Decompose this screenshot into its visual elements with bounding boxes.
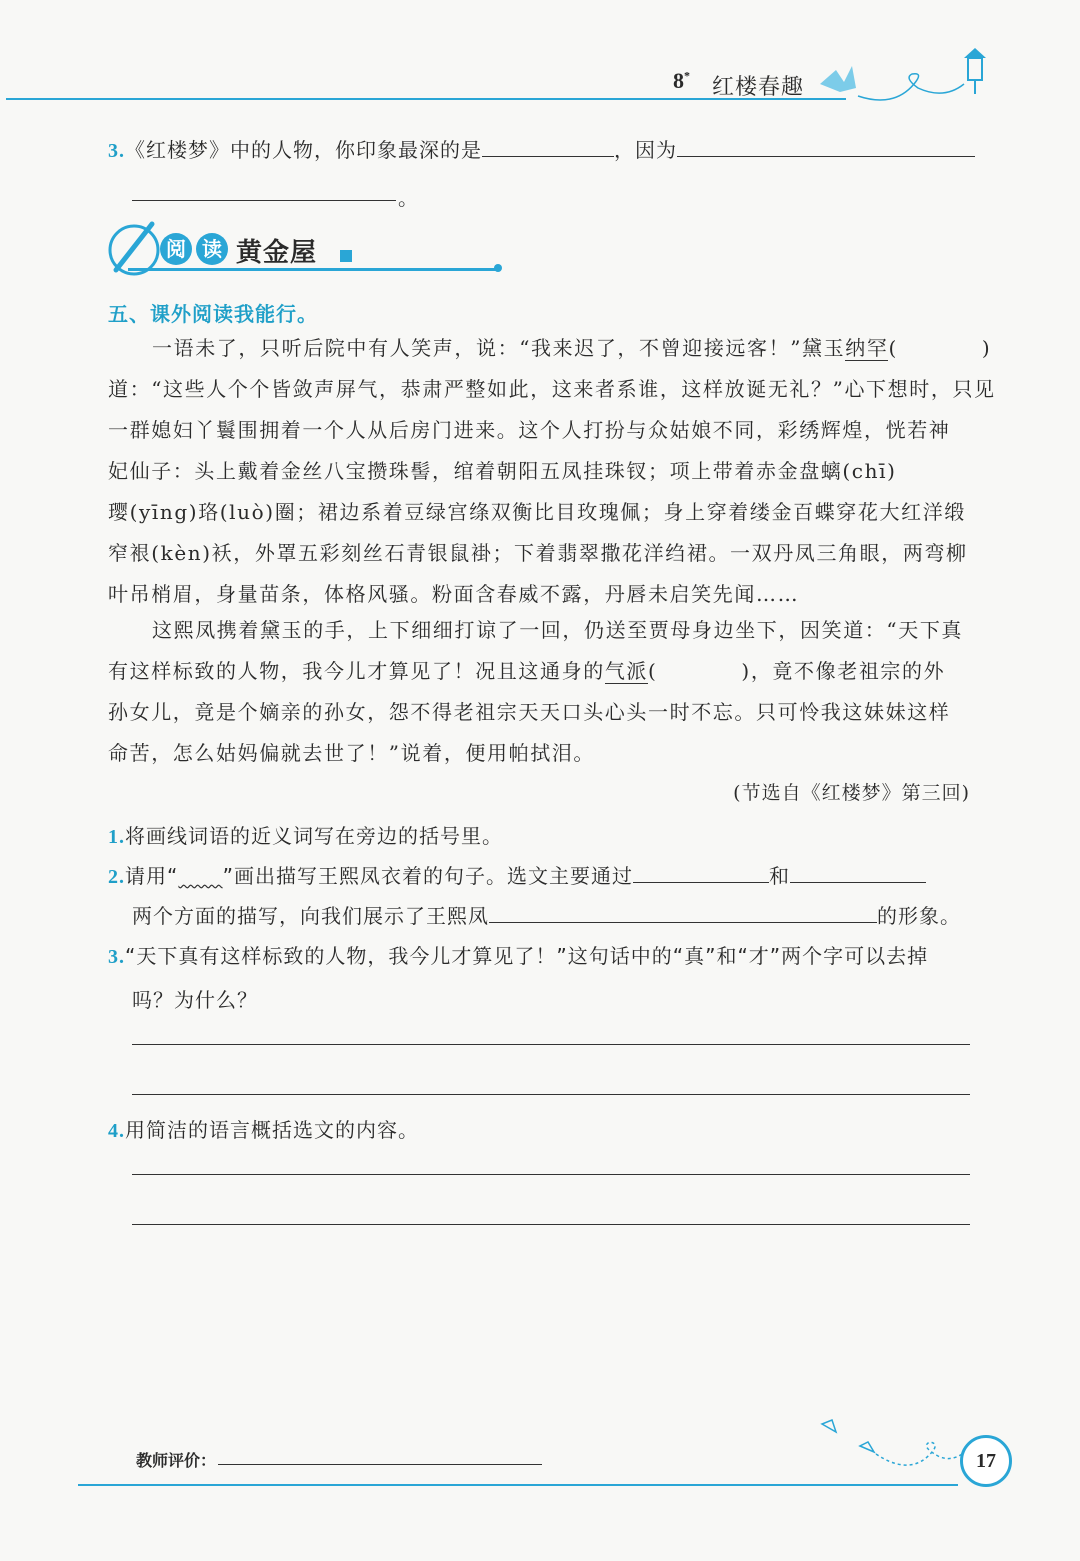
underlined-word: 纳罕 — [845, 336, 889, 360]
lesson-number: 8* — [673, 68, 690, 93]
page-number: 17 — [976, 1450, 996, 1472]
banner-dot — [494, 264, 502, 272]
birds-trail-decoration-icon — [816, 1414, 966, 1474]
wavy-line-mark — [178, 872, 222, 886]
passage-paragraph-2: 这熙凤携着黛玉的手，上下细细打谅了一回，仍送至贾母身边坐下，因笑道：“天下真 有这样标致的人物，我今儿才算见了！况且这通身的气派( )，竟不像老祖宗的外 孙女儿，竟是个嫡亲的孙女，怨不得老祖宗天天口头心头一时不忘。只可怜我这妹妹这样 命苦，怎么姑妈偏就去世了！”说着，便用帕拭泪。 — [108, 618, 964, 765]
answer-line[interactable] — [132, 1224, 970, 1225]
banner-underline — [128, 268, 500, 271]
answer-line[interactable] — [132, 1174, 970, 1175]
section-title: 黄金屋 — [236, 238, 318, 268]
answer-blank[interactable] — [489, 900, 877, 923]
section-banner — [108, 218, 508, 278]
underlined-word: 气派 — [604, 659, 649, 683]
section-heading: 五、课外阅读我能行。 — [108, 302, 318, 326]
teacher-eval-label: 教师评价： — [136, 1451, 217, 1470]
answer-blank[interactable] — [482, 134, 614, 157]
answer-blank[interactable] — [677, 134, 975, 157]
passage-paragraph-1: 一语未了，只听后院中有人笑声，说：“我来迟了，不曾迎接远客！”黛玉纳罕( ) 道：“这些人个个皆敛声屏气，恭肃严整如此，这来者系谁，这样放诞无礼？”心下想时，只见 一群媳妇丫鬟围拥着一个人从后房门进来。这个人打扮与众姑娘不同，彩绣辉煌，恍若神 妃仙子：头上戴着金丝八宝攒珠髻，绾着朝阳五凤挂珠钗；项上带着赤金盘螭(chī) 璎(yīng)珞(luò)圈；裙边系着豆绿宫绦双衡比目玫瑰佩；身上穿着缕金百蝶穿花大红洋缎 窄裉(kèn)袄，外罩五彩刻丝石青银鼠褂；下着翡翠撒花洋绉裙。一双丹凤三角眼，两弯柳 叶吊梢眉，身量苗条，体格风骚。粉面含春威不露，丹唇未启笑先闻…… — [108, 336, 996, 606]
answer-line[interactable] — [132, 1094, 970, 1095]
page-number-badge — [960, 1435, 1012, 1487]
answer-blank[interactable] — [790, 860, 926, 883]
lesson-title: 红楼春趣 — [712, 75, 805, 100]
question-3-top: 3.《红楼梦》中的人物，你印象最深的是 ，因为 — [108, 134, 975, 163]
question-4: 4.用简洁的语言概括选文的内容。 — [108, 1118, 419, 1142]
footer-line — [78, 1484, 958, 1486]
teacher-eval-line[interactable] — [218, 1464, 542, 1465]
question-2: 2.请用“ ”画出描写王熙凤衣着的句子。选文主要通过 和 — [108, 860, 926, 889]
answer-blank[interactable] — [633, 860, 769, 883]
answer-line[interactable] — [132, 1044, 970, 1045]
question-3-cont: 吗？为什么？ — [132, 988, 258, 1012]
question-2-cont: 两个方面的描写，向我们展示了王熙凤 的形象。 — [132, 900, 961, 929]
banner-square-icon — [340, 250, 352, 262]
passage-source: (节选自《红楼梦》第三回) — [733, 782, 970, 804]
question-1: 1.将画线词语的近义词写在旁边的括号里。 — [108, 824, 503, 848]
read-badge-2: 读 — [196, 233, 228, 265]
read-badge-1: 阅 — [160, 233, 192, 265]
question-3: 3.“天下真有这样标致的人物，我今儿才算见了！”这句话中的“真”和“才”两个字可以去掉 — [108, 944, 929, 968]
butterfly-lamp-decoration-icon — [814, 44, 994, 104]
sentence-end: 。 — [398, 186, 418, 210]
answer-line[interactable] — [132, 200, 396, 201]
